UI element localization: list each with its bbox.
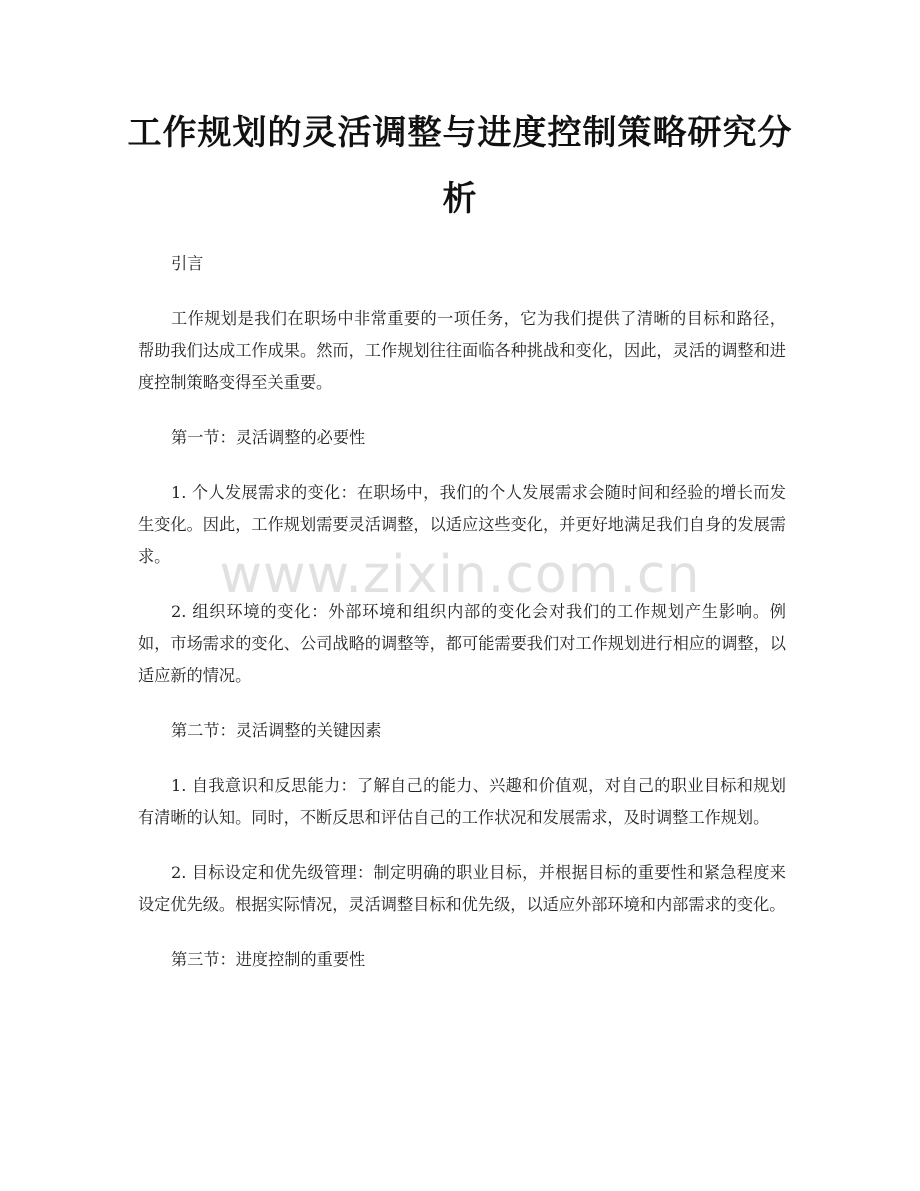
paragraph-1-2: 2. 组织环境的变化：外部环境和组织内部的变化会对我们的工作规划产生影响。例如，市场需求的变化、公司战略的调整等，都可能需要我们对工作规划进行相应的调整，以适应新的情况。 bbox=[138, 602, 786, 685]
paragraph-2-1: 1. 自我意识和反思能力：了解自己的能力、兴趣和价值观，对自己的职业目标和规划有清晰的认知。同时，不断反思和评估自己的工作状况和发展需求，及时调整工作规划。 bbox=[138, 776, 786, 827]
document-title: 工作规划的灵活调整与进度控制策略研究分析 bbox=[127, 113, 793, 219]
paragraph-2-2: 2. 目标设定和优先级管理：制定明确的职业目标，并根据目标的重要性和紧急程度来设定优先级。根据实际情况，灵活调整目标和优先级，以适应外部环境和内部需求的变化。 bbox=[138, 863, 786, 914]
section-3-heading: 第三节：进度控制的重要性 bbox=[171, 950, 366, 969]
section-2-heading: 第二节：灵活调整的关键因素 bbox=[171, 721, 382, 740]
section-1-heading: 第一节：灵活调整的必要性 bbox=[171, 428, 366, 447]
document-body bbox=[138, 248, 786, 999]
watermark: www.zixin.com.cn bbox=[219, 545, 701, 605]
paragraph-intro-heading: 引言 bbox=[171, 254, 204, 273]
paragraph-intro: 工作规划是我们在职场中非常重要的一项任务，它为我们提供了清晰的目标和路径，帮助我们达成工作成果。然而，工作规划往往面临各种挑战和变化，因此，灵活的调整和进度控制策略变得至关重要。 bbox=[138, 309, 786, 392]
paragraph-1-1: 1. 个人发展需求的变化：在职场中，我们的个人发展需求会随时间和经验的增长而发生变化。因此，工作规划需要灵活调整，以适应这些变化，并更好地满足我们自身的发展需求。 bbox=[138, 483, 786, 566]
